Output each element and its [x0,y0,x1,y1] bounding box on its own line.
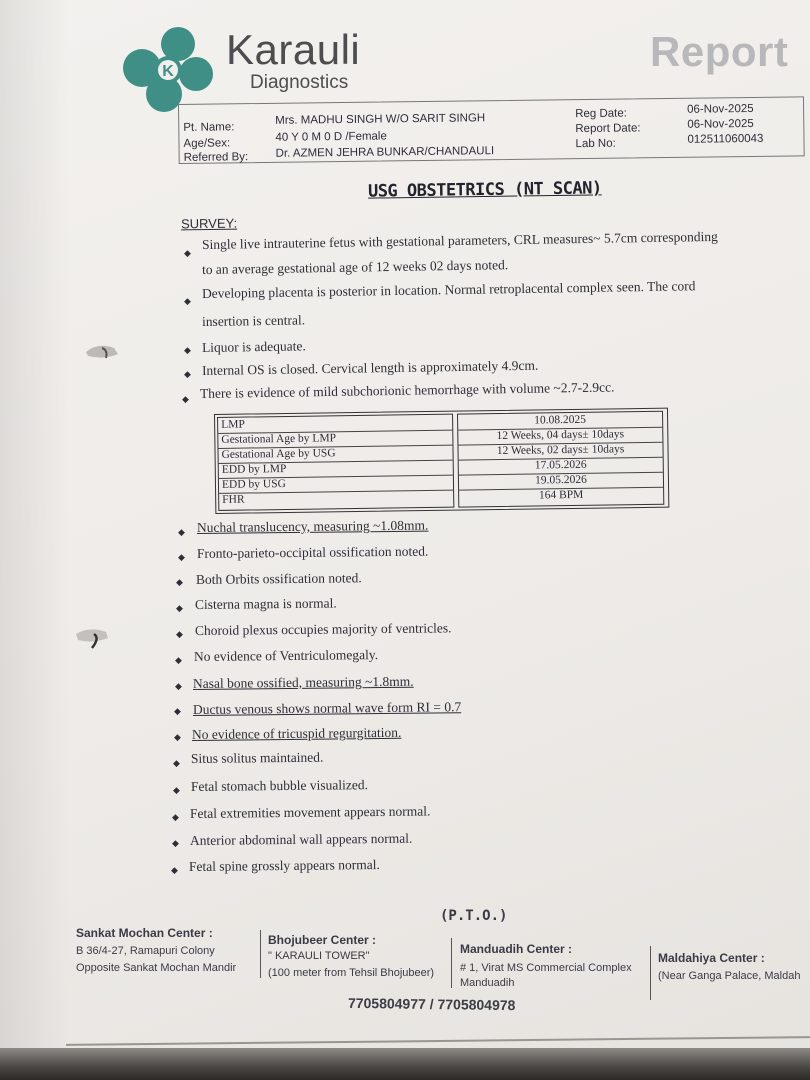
binder-clip-icon [74,624,110,652]
brand-subtitle: Diagnostics [250,72,349,93]
center-address: (100 meter from Tehsil Bhojubeer) [268,967,435,979]
referred-by-label: Referred By: [183,151,249,164]
report-heading: Report [650,28,789,75]
report-date-value: 06-Nov-2025 [687,117,754,131]
survey-line: There is evidence of mild subchorionic hemorrhage with volume ~2.7-2.9cc. [199,379,615,401]
brand-name: Karauli [226,26,361,73]
bullet-icon: ◆ [176,629,183,639]
finding-line: Nuchal translucency, measuring ~1.08mm. [196,517,429,535]
finding-line: Situs solitus maintained. [190,749,324,766]
logo-letter: K [162,63,174,80]
survey-line: to an average gestational age of 12 weeks 02 days noted. [201,257,509,277]
binder-clip-icon [84,340,120,362]
bullet-icon: ◆ [172,812,179,822]
patient-name-value: Mrs. MADHU SINGH W/O SARIT SINGH [275,112,486,127]
contact-phones: 7705804977 / 7705804978 [347,994,516,1014]
bullet-icon: ◆ [173,785,180,795]
finding-line: No evidence of Ventriculomegaly. [193,647,379,664]
survey-line: insertion is central. [201,312,306,329]
finding-line: Cisterna magna is normal. [194,595,337,612]
bullet-icon: ◆ [178,527,185,537]
finding-line: Nasal bone ossified, measuring ~1.8mm. [192,673,414,691]
reg-date-value: 06-Nov-2025 [687,102,754,116]
bullet-icon: ◆ [176,603,183,613]
center-address: Opposite Sankat Mochan Mandir [76,962,237,974]
table-value: 17.05.2026 [459,457,663,476]
page-fold-shadow [0,0,70,1080]
bullet-icon: ◆ [184,369,191,379]
referred-by-value: Dr. AZMEN JEHRA BUNKAR/CHANDAULI [275,145,495,160]
table-value-column [457,411,664,508]
patient-name-label: Pt. Name: [183,121,235,134]
center-title: Bhojubeer Center : [268,933,377,947]
table-label: FHR [222,493,245,506]
lab-no-value: 012511060043 [687,132,764,146]
table-row [219,490,453,508]
center-address: # 1, Virat MS Commercial Complex [460,962,632,974]
footer-divider [260,930,261,978]
finding-line: Fetal stomach bubble visualized. [190,777,369,794]
table-label: Gestational Age by USG [221,447,336,461]
finding-line: Fronto-parieto-occipital ossification noted. [196,543,429,561]
center-address: Manduadih [460,977,515,989]
bullet-icon: ◆ [173,758,180,768]
lab-no-label: Lab No: [575,137,616,151]
patient-info-box [178,96,805,164]
table-value: 10.08.2025 [458,412,662,431]
table-label: Gestational Age by LMP [221,432,337,446]
finding-line: Fetal spine grossly appears normal. [188,857,380,874]
bullet-icon: ◆ [171,865,178,875]
table-value: 12 Weeks, 02 days± 10days [458,442,662,461]
age-sex-value: 40 Y 0 M 0 D /Female [275,130,387,144]
center-title: Sankat Mochan Center : [76,926,213,940]
finding-line: No evidence of tricuspid regurgitation. [191,724,402,742]
report-date-label: Report Date: [575,122,641,136]
finding-line: Both Orbits ossification noted. [195,570,362,587]
footer-divider [650,946,651,1000]
bullet-icon: ◆ [174,732,181,742]
bullet-icon: ◆ [182,394,189,404]
table-value: 164 BPM [538,488,584,502]
test-title: USG OBSTETRICS (NT SCAN) [367,178,602,202]
bullet-icon: ◆ [178,552,185,562]
finding-line: Ductus venous shows normal wave form RI = 0.7 [192,699,462,717]
center-title: Maldahiya Center : [658,951,765,965]
survey-line: Single live intrauterine fetus with gestational parameters, CRL measures~ 5.7cm corresponding [201,228,718,252]
survey-line: Developing placenta is posterior in location. Normal retroplacental complex seen. The cord [201,278,696,301]
center-address: " KARAULI TOWER" [268,950,370,962]
table-label-column [217,414,454,511]
table-label: EDD by LMP [221,462,287,476]
finding-line: Fetal extremities movement appears normal. [189,803,431,821]
finding-line: Anterior abdominal wall appears normal. [189,830,413,848]
table-label: LMP [221,418,245,431]
pto-note: (P.T.O.) [440,908,508,924]
bullet-icon: ◆ [172,838,179,848]
bullet-icon: ◆ [184,345,191,355]
table-value: 12 Weeks, 04 days± 10days [458,427,662,446]
survey-line: Liquor is adequate. [201,338,306,355]
karauli-logo-icon [120,24,215,116]
bullet-icon: ◆ [175,655,182,665]
bullet-icon: ◆ [175,681,182,691]
center-address: (Near Ganga Palace, Maldah [658,970,801,982]
age-sex-label: Age/Sex: [183,137,231,150]
finding-line: Choroid plexus occupies majority of ventricles. [194,620,452,638]
bullet-icon: ◆ [174,706,181,716]
footer-divider [451,938,452,988]
bullet-icon: ◆ [184,248,191,258]
table-label: EDD by USG [221,478,286,491]
bullet-icon: ◆ [184,296,191,306]
page-bottom-edge [0,1048,810,1080]
bullet-icon: ◆ [176,577,183,587]
survey-heading: SURVEY: [180,215,238,232]
survey-line: Internal OS is closed. Cervical length is approximately 4.9cm. [201,357,539,378]
gestation-table [214,408,669,514]
center-title: Manduadih Center : [460,942,573,956]
reg-date-label: Reg Date: [575,107,628,121]
table-value: 19.05.2026 [459,472,663,491]
center-address: B 36/4-27, Ramapuri Colony [76,945,215,957]
